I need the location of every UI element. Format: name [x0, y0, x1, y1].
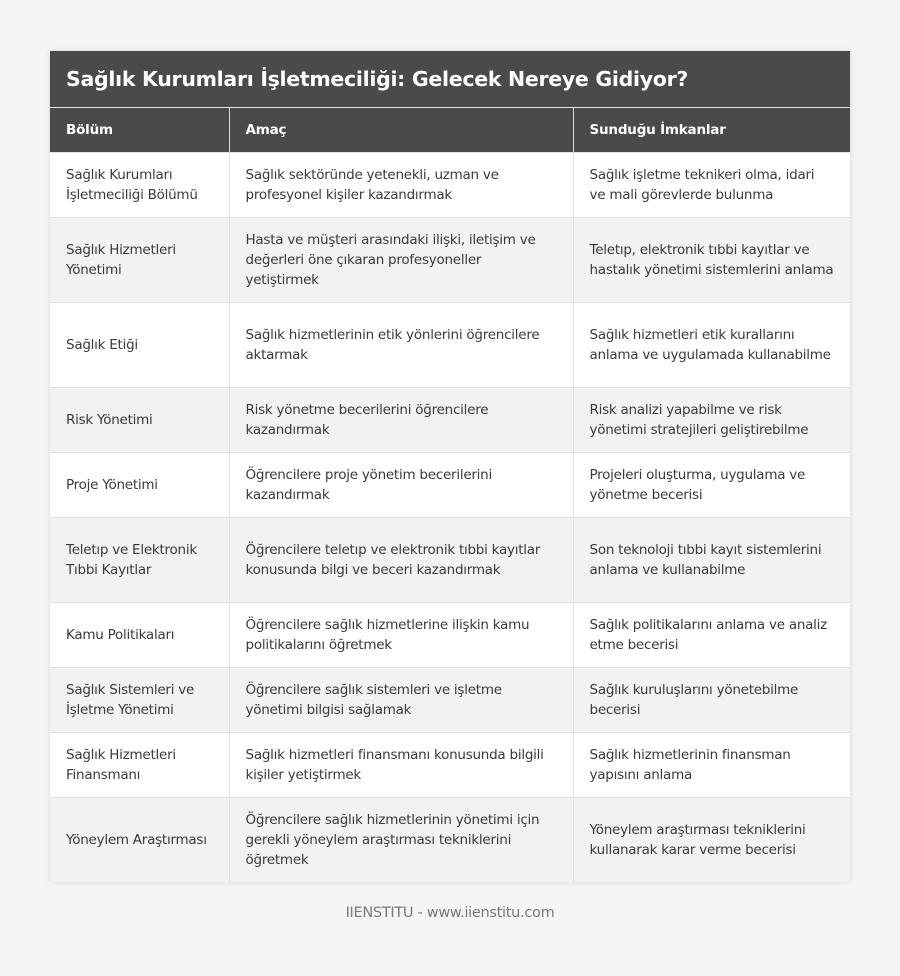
cell-imkanlar: Teletıp, elektronik tıbbi kayıtlar ve hastalık yönetimi sistemlerini anlama	[573, 218, 850, 303]
cell-amac: Öğrencilere sağlık sistemleri ve işletme yönetimi bilgisi sağlamak	[229, 668, 573, 733]
cell-bolum: Yöneylem Araştırması	[50, 798, 229, 883]
table-card	[50, 51, 850, 882]
cell-amac: Öğrencilere proje yönetim becerilerini kazandırmak	[229, 453, 573, 518]
cell-amac: Risk yönetme becerilerini öğrencilere kazandırmak	[229, 388, 573, 453]
cell-amac: Öğrencilere sağlık hizmetlerinin yönetimi için gerekli yöneylem araştırması tekniklerini öğretmek	[229, 798, 573, 883]
cell-bolum: Sağlık Sistemleri ve İşletme Yönetimi	[50, 668, 229, 733]
cell-bolum: Proje Yönetimi	[50, 453, 229, 518]
cell-bolum: Kamu Politikaları	[50, 603, 229, 668]
table-row	[50, 603, 850, 668]
cell-amac: Öğrencilere sağlık hizmetlerine ilişkin kamu politikalarını öğretmek	[229, 603, 573, 668]
cell-bolum: Teletıp ve Elektronik Tıbbi Kayıtlar	[50, 518, 229, 603]
table-row	[50, 668, 850, 733]
column-header-bolum: Bölüm	[50, 108, 229, 153]
table-row	[50, 218, 850, 303]
cell-imkanlar: Son teknoloji tıbbi kayıt sistemlerini anlama ve kullanabilme	[573, 518, 850, 603]
cell-imkanlar: Sağlık politikalarını anlama ve analiz etme becerisi	[573, 603, 850, 668]
cell-bolum: Sağlık Etiği	[50, 303, 229, 388]
cell-imkanlar: Projeleri oluşturma, uygulama ve yönetme becerisi	[573, 453, 850, 518]
table-row	[50, 453, 850, 518]
cell-amac: Sağlık hizmetlerinin etik yönlerini öğrencilere aktarmak	[229, 303, 573, 388]
table-row	[50, 733, 850, 798]
cell-bolum: Risk Yönetimi	[50, 388, 229, 453]
table-row	[50, 303, 850, 388]
cell-imkanlar: Sağlık hizmetleri etik kurallarını anlama ve uygulamada kullanabilme	[573, 303, 850, 388]
data-table	[50, 108, 850, 882]
cell-amac: Sağlık sektöründe yetenekli, uzman ve profesyonel kişiler kazandırmak	[229, 153, 573, 218]
column-header-amac: Amaç	[229, 108, 573, 153]
cell-bolum: Sağlık Hizmetleri Finansmanı	[50, 733, 229, 798]
cell-imkanlar: Sağlık hizmetlerinin finansman yapısını anlama	[573, 733, 850, 798]
cell-imkanlar: Sağlık kuruluşlarını yönetebilme becerisi	[573, 668, 850, 733]
cell-bolum: Sağlık Kurumları İşletmeciliği Bölümü	[50, 153, 229, 218]
table-row	[50, 388, 850, 453]
table-header-row	[50, 108, 850, 153]
page-title: Sağlık Kurumları İşletmeciliği: Gelecek Nereye Gidiyor?	[66, 67, 688, 91]
table-row	[50, 798, 850, 883]
cell-amac: Hasta ve müşteri arasındaki ilişki, iletişim ve değerleri öne çıkaran profesyoneller yetiştirmek	[229, 218, 573, 303]
cell-imkanlar: Sağlık işletme teknikeri olma, idari ve mali görevlerde bulunma	[573, 153, 850, 218]
table-row	[50, 518, 850, 603]
table-row	[50, 153, 850, 218]
cell-amac: Sağlık hizmetleri finansmanı konusunda bilgili kişiler yetiştirmek	[229, 733, 573, 798]
footer-credit: IIENSTITU - www.iienstitu.com	[345, 905, 555, 921]
title-bar	[50, 51, 850, 108]
cell-amac: Öğrencilere teletıp ve elektronik tıbbi kayıtlar konusunda bilgi ve beceri kazandırmak	[229, 518, 573, 603]
cell-imkanlar: Yöneylem araştırması tekniklerini kullanarak karar verme becerisi	[573, 798, 850, 883]
column-header-imkanlar: Sunduğu İmkanlar	[573, 108, 850, 153]
cell-imkanlar: Risk analizi yapabilme ve risk yönetimi stratejileri geliştirebilme	[573, 388, 850, 453]
cell-bolum: Sağlık Hizmetleri Yönetimi	[50, 218, 229, 303]
